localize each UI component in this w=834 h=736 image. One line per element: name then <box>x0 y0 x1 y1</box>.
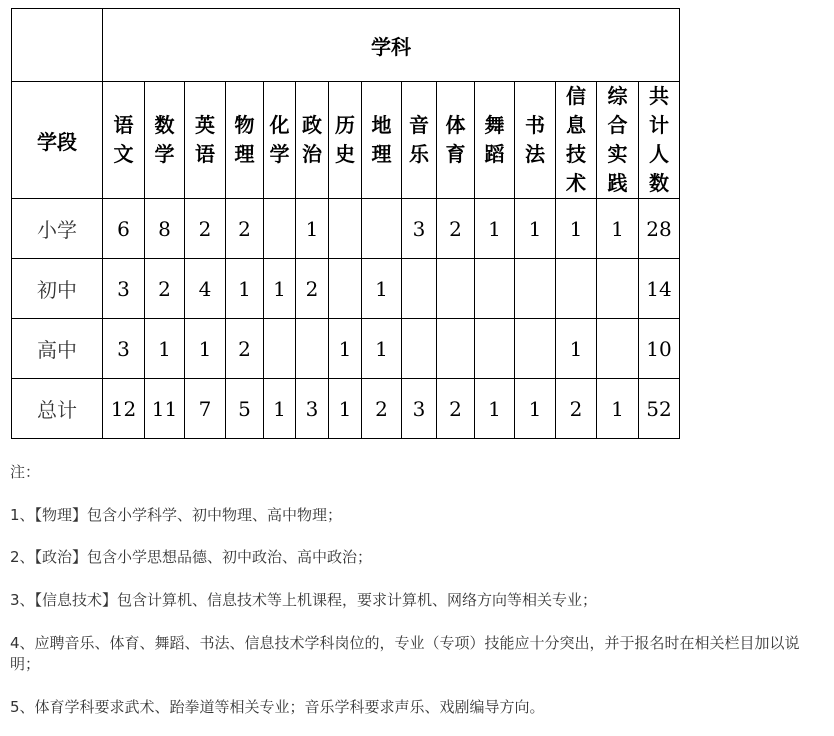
table-cell: 3 <box>296 379 329 439</box>
table-cell <box>329 199 362 259</box>
table-cell: 1 <box>264 259 296 319</box>
table-cell: 3 <box>103 259 145 319</box>
table-cell: 1 <box>515 379 556 439</box>
note-item: 3、【信息技术】包含计算机、信息技术等上机课程，要求计算机、网络方向等相关专业； <box>10 591 598 609</box>
table-row <box>12 199 680 259</box>
table-cell <box>515 259 556 319</box>
table-cell: 1 <box>264 379 296 439</box>
table-cell: 14 <box>639 259 680 319</box>
table-cell: 2 <box>145 259 185 319</box>
table-cell: 7 <box>185 379 226 439</box>
subject-header: 综合实践 <box>597 82 639 199</box>
subject-header: 共计人数 <box>639 82 680 199</box>
table-cell: 1 <box>185 319 226 379</box>
subject-header: 音乐 <box>402 82 437 199</box>
note-item: 1、【物理】包含小学科学、初中物理、高中物理； <box>10 506 343 524</box>
table-cell: 6 <box>103 199 145 259</box>
table-cell <box>264 319 296 379</box>
subject-header-row <box>12 82 680 199</box>
table-cell: 3 <box>402 199 437 259</box>
table-cell <box>362 199 402 259</box>
table-cell: 2 <box>226 199 264 259</box>
table-row <box>12 319 680 379</box>
table-cell <box>597 319 639 379</box>
table-cell: 2 <box>296 259 329 319</box>
stage-header: 学段 <box>12 82 103 199</box>
table-cell: 28 <box>639 199 680 259</box>
table-cell: 2 <box>437 199 475 259</box>
table-cell: 1 <box>362 319 402 379</box>
table-cell: 2 <box>437 379 475 439</box>
table-cell: 11 <box>145 379 185 439</box>
table-cell <box>329 259 362 319</box>
table-cell: 4 <box>185 259 226 319</box>
table-cell: 8 <box>145 199 185 259</box>
table-cell: 2 <box>556 379 597 439</box>
table-cell <box>437 319 475 379</box>
subject-header: 舞蹈 <box>475 82 515 199</box>
stage-label: 高中 <box>12 319 103 379</box>
corner-cell <box>12 9 103 82</box>
table-cell: 1 <box>145 319 185 379</box>
table-cell <box>475 259 515 319</box>
table-cell <box>556 259 597 319</box>
stage-label: 小学 <box>12 199 103 259</box>
subject-header: 化学 <box>264 82 296 199</box>
subject-header: 信息技术 <box>556 82 597 199</box>
subject-header: 政治 <box>296 82 329 199</box>
subject-header: 体育 <box>437 82 475 199</box>
table-cell: 1 <box>362 259 402 319</box>
note-item: 4、应聘音乐、体育、舞蹈、书法、信息技术学科岗位的，专业（专项）技能应十分突出，并于报名时在相关栏目加以说明； <box>10 634 800 673</box>
table-cell: 1 <box>475 379 515 439</box>
table-cell <box>402 259 437 319</box>
table-cell: 1 <box>556 199 597 259</box>
table-cell: 10 <box>639 319 680 379</box>
table-cell: 1 <box>597 199 639 259</box>
note-item: 5、体育学科要求武术、跆拳道等相关专业；音乐学科要求声乐、戏剧编导方向。 <box>10 698 545 716</box>
table-cell: 1 <box>475 199 515 259</box>
stage-label: 初中 <box>12 259 103 319</box>
subject-header: 物理 <box>226 82 264 199</box>
table-cell <box>437 259 475 319</box>
table-cell: 1 <box>226 259 264 319</box>
table-cell: 1 <box>296 199 329 259</box>
notes-heading: 注： <box>10 463 41 481</box>
table-cell: 5 <box>226 379 264 439</box>
subject-header: 数学 <box>145 82 185 199</box>
table-cell: 2 <box>362 379 402 439</box>
table-cell: 2 <box>226 319 264 379</box>
subject-header: 语文 <box>103 82 145 199</box>
table-cell: 3 <box>402 379 437 439</box>
note-item: 2、【政治】包含小学思想品德、初中政治、高中政治； <box>10 548 373 566</box>
table-cell <box>597 259 639 319</box>
table-cell: 1 <box>329 319 362 379</box>
table-row-total <box>12 379 680 439</box>
subject-header: 英语 <box>185 82 226 199</box>
subject-header: 地理 <box>362 82 402 199</box>
table-cell: 2 <box>185 199 226 259</box>
subject-group-title: 学科 <box>103 9 680 82</box>
table-cell: 1 <box>515 199 556 259</box>
subject-header: 书法 <box>515 82 556 199</box>
table-cell <box>296 319 329 379</box>
table-cell: 1 <box>329 379 362 439</box>
table-row <box>12 259 680 319</box>
stage-label: 总计 <box>12 379 103 439</box>
table-cell <box>264 199 296 259</box>
table-cell: 12 <box>103 379 145 439</box>
table-cell: 1 <box>556 319 597 379</box>
subject-header: 历史 <box>329 82 362 199</box>
table-cell <box>402 319 437 379</box>
recruitment-table <box>11 8 680 439</box>
table-cell <box>515 319 556 379</box>
table-cell <box>475 319 515 379</box>
table-cell: 52 <box>639 379 680 439</box>
table-cell: 1 <box>597 379 639 439</box>
table-cell: 3 <box>103 319 145 379</box>
